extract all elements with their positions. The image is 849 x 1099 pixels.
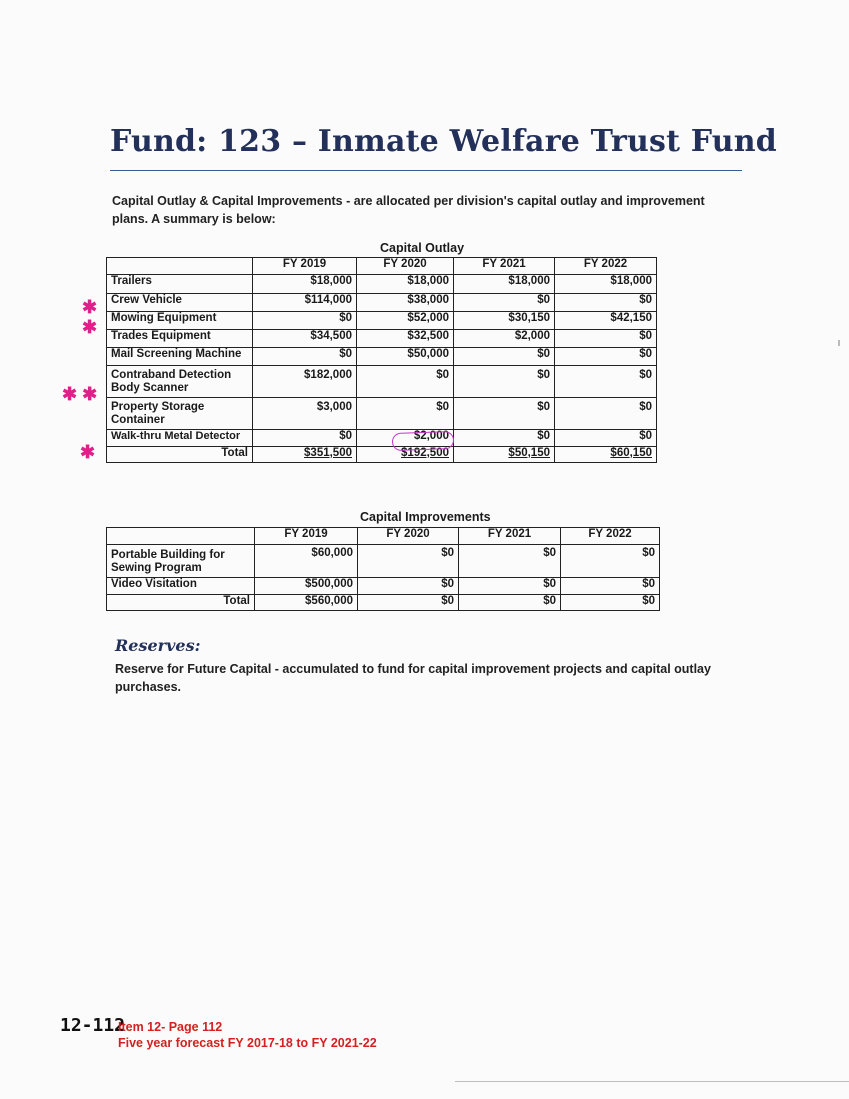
double-asterisk-mark-icon: ✱ ✱ (62, 384, 98, 404)
row-label: Contraband Detection Body Scanner (107, 366, 253, 398)
cell-value: $0 (555, 294, 657, 312)
cell-value: $0 (454, 430, 555, 447)
reserves-paragraph: Reserve for Future Capital - accumulated to fund for capital improvement projects and capital outlay purchases. (115, 662, 711, 694)
cell-value: $0 (357, 366, 454, 398)
header-cell: FY 2020 (358, 528, 459, 545)
cell-value: $0 (253, 430, 357, 447)
cell-value: $30,150 (454, 312, 555, 330)
cell-value: $0 (454, 398, 555, 430)
cell-value: $182,000 (253, 366, 357, 398)
row-label: Trades Equipment (107, 330, 253, 348)
cell-value: $0 (561, 578, 660, 595)
capital-outlay-table (106, 257, 657, 463)
row-label: Portable Building for Sewing Program (107, 545, 255, 578)
cell-value: $0 (253, 312, 357, 330)
footer-rule (455, 1081, 849, 1082)
cell-value: $52,000 (357, 312, 454, 330)
cell-value: $18,000 (555, 275, 657, 294)
header-cell: FY 2022 (555, 258, 657, 275)
cell-value: $0 (357, 398, 454, 430)
table-row (107, 578, 660, 595)
cell-value: $50,000 (357, 348, 454, 366)
stamp-line-2: Five year forecast FY 2017-18 to FY 2021-22 (118, 1036, 377, 1050)
capital-outlay-caption: Capital Outlay (380, 241, 465, 255)
cell-value: $0 (555, 348, 657, 366)
item-stamp (118, 1019, 377, 1051)
cell-value: $0 (561, 545, 660, 578)
row-label: Property Storage Container (107, 398, 253, 430)
table-row (107, 348, 657, 366)
row-label: Mail Screening Machine (107, 348, 253, 366)
row-label: Trailers (107, 275, 253, 294)
header-cell (107, 528, 255, 545)
row-label: Mowing Equipment (107, 312, 253, 330)
total-row (107, 595, 660, 611)
circled-value-mark (392, 431, 455, 451)
title-underline (110, 170, 742, 171)
table-row (107, 294, 657, 312)
header-cell: FY 2019 (253, 258, 357, 275)
table-header-row (107, 528, 660, 545)
total-value: $560,000 (255, 595, 358, 611)
cell-value: $32,500 (357, 330, 454, 348)
asterisk-mark-icon: ✱ (82, 297, 98, 317)
cell-value: $34,500 (253, 330, 357, 348)
cell-value: $3,000 (253, 398, 357, 430)
cell-value: $0 (454, 366, 555, 398)
table-row (107, 430, 657, 447)
cell-value: $18,000 (454, 275, 555, 294)
total-value: $50,150 (454, 447, 555, 463)
cell-value: $0 (454, 294, 555, 312)
cell-value: $42,150 (555, 312, 657, 330)
cell-value: $0 (253, 348, 357, 366)
header-cell: FY 2020 (357, 258, 454, 275)
table-row (107, 330, 657, 348)
header-cell (107, 258, 253, 275)
reserves-heading: Reserves: (115, 636, 201, 655)
row-label: Crew Vehicle (107, 294, 253, 312)
cell-value: $0 (555, 430, 657, 447)
table-row (107, 366, 657, 398)
row-label: Video Visitation (107, 578, 255, 595)
total-value: $60,150 (555, 447, 657, 463)
table-row (107, 275, 657, 294)
cell-value: $2,000 (357, 430, 454, 447)
cell-value: $18,000 (253, 275, 357, 294)
capital-improvements-caption: Capital Improvements (360, 510, 491, 524)
table-row (107, 545, 660, 578)
cell-value: $0 (555, 366, 657, 398)
row-label: Walk-thru Metal Detector (107, 430, 253, 447)
cell-value: $0 (459, 545, 561, 578)
cell-value: $0 (358, 545, 459, 578)
cell-value: $0 (358, 578, 459, 595)
total-value: $351,500 (253, 447, 357, 463)
total-row (107, 447, 657, 463)
total-label: Total (107, 595, 255, 611)
cell-value: $0 (555, 398, 657, 430)
header-cell: FY 2022 (561, 528, 660, 545)
asterisk-mark-icon: ✱ (80, 442, 96, 462)
table-header-row (107, 258, 657, 275)
cell-value: $0 (459, 578, 561, 595)
cell-value: $0 (454, 348, 555, 366)
total-value: $0 (459, 595, 561, 611)
total-value: $0 (561, 595, 660, 611)
page-title: Fund: 123 – Inmate Welfare Trust Fund (110, 124, 777, 159)
total-label: Total (107, 447, 253, 463)
asterisk-mark-icon: ✱ (82, 317, 98, 337)
cell-value: $500,000 (255, 578, 358, 595)
header-cell: FY 2021 (454, 258, 555, 275)
total-value: $0 (358, 595, 459, 611)
total-value: $192,500 (357, 447, 454, 463)
capital-improvements-table (106, 527, 660, 611)
header-cell: FY 2019 (255, 528, 358, 545)
cell-value: $2,000 (454, 330, 555, 348)
cell-value: $60,000 (255, 545, 358, 578)
page-number: 12-112 (60, 1015, 126, 1036)
cell-value: $18,000 (357, 275, 454, 294)
intro-paragraph: Capital Outlay & Capital Improvements - are allocated per division's capital outlay and improvement plans. A summary is below: (112, 194, 705, 226)
stamp-line-1: Item 12- Page 112 (118, 1020, 223, 1034)
table-row (107, 398, 657, 430)
margin-mark (838, 340, 840, 346)
table-row (107, 312, 657, 330)
cell-value: $38,000 (357, 294, 454, 312)
header-cell: FY 2021 (459, 528, 561, 545)
cell-value: $114,000 (253, 294, 357, 312)
cell-value: $0 (555, 330, 657, 348)
